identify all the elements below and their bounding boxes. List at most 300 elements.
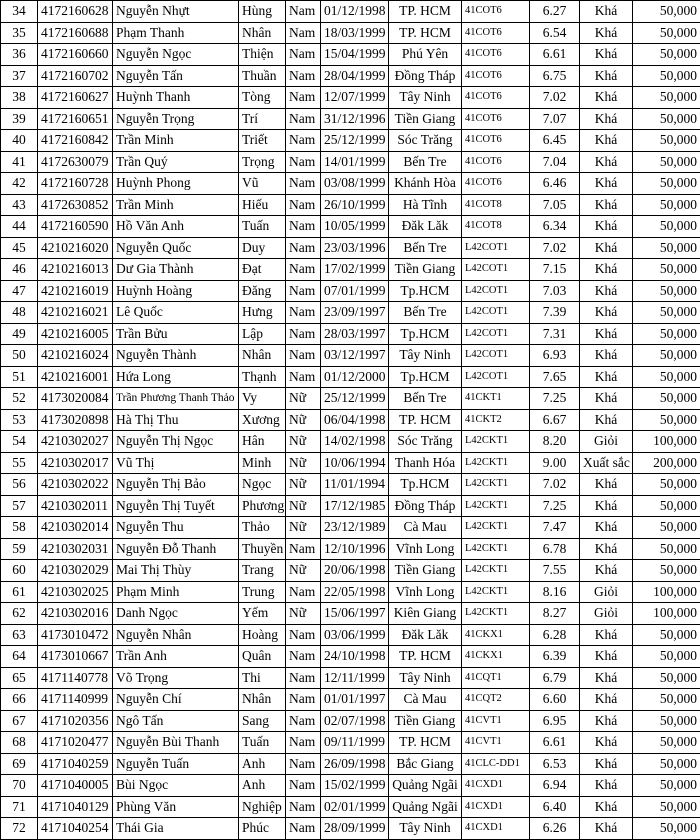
- birth-date-cell: 18/03/1999: [321, 22, 389, 44]
- class-code-cell: L42COT1: [462, 237, 530, 259]
- table-row: [1, 560, 700, 582]
- rank-cell: Khá: [580, 646, 633, 668]
- rank-cell: Khá: [580, 151, 633, 173]
- family-name-cell: Nguyễn Nhựt: [113, 1, 239, 23]
- student-id-cell: 4172160627: [38, 87, 113, 109]
- class-code-cell: L42COT1: [462, 302, 530, 324]
- amount-cell: 50,000: [633, 538, 700, 560]
- rank-cell: Khá: [580, 818, 633, 840]
- family-name-cell: Ngô Tấn: [113, 710, 239, 732]
- rank-cell: Khá: [580, 259, 633, 281]
- family-name-cell: Danh Ngọc: [113, 603, 239, 625]
- student-id-cell: 4210302025: [38, 581, 113, 603]
- birth-date-cell: 15/04/1999: [321, 44, 389, 66]
- gpa-cell: 8.27: [530, 603, 580, 625]
- amount-cell: 50,000: [633, 345, 700, 367]
- class-code-cell: L42CKT1: [462, 431, 530, 453]
- birth-date-cell: 31/12/1996: [321, 108, 389, 130]
- amount-cell: 50,000: [633, 237, 700, 259]
- row-number-cell: 47: [1, 280, 38, 302]
- amount-cell: 50,000: [633, 409, 700, 431]
- family-name-cell: Hứa Long: [113, 366, 239, 388]
- given-name-cell: Duy: [239, 237, 286, 259]
- family-name-cell: Nguyễn Ngọc: [113, 44, 239, 66]
- rank-cell: Khá: [580, 409, 633, 431]
- birthplace-cell: Bến Tre: [389, 388, 462, 410]
- given-name-cell: Ngọc: [239, 474, 286, 496]
- table-row: [1, 302, 700, 324]
- row-number-cell: 43: [1, 194, 38, 216]
- gpa-cell: 6.61: [530, 44, 580, 66]
- amount-cell: 50,000: [633, 710, 700, 732]
- amount-cell: 50,000: [633, 130, 700, 152]
- gpa-cell: 8.16: [530, 581, 580, 603]
- given-name-cell: Vũ: [239, 173, 286, 195]
- row-number-cell: 51: [1, 366, 38, 388]
- gender-cell: Nam: [286, 151, 321, 173]
- gender-cell: Nữ: [286, 431, 321, 453]
- gpa-cell: 6.40: [530, 796, 580, 818]
- gender-cell: Nam: [286, 732, 321, 754]
- birth-date-cell: 28/03/1997: [321, 323, 389, 345]
- given-name-cell: Thạnh: [239, 366, 286, 388]
- row-number-cell: 69: [1, 753, 38, 775]
- gpa-cell: 9.00: [530, 452, 580, 474]
- birth-date-cell: 12/10/1996: [321, 538, 389, 560]
- gender-cell: Nữ: [286, 517, 321, 539]
- given-name-cell: Phương: [239, 495, 286, 517]
- birthplace-cell: Tp.HCM: [389, 323, 462, 345]
- amount-cell: 50,000: [633, 474, 700, 496]
- table-row: [1, 581, 700, 603]
- given-name-cell: Tuấn: [239, 732, 286, 754]
- family-name-cell: Huỳnh Phong: [113, 173, 239, 195]
- birthplace-cell: Hà Tĩnh: [389, 194, 462, 216]
- given-name-cell: Hiếu: [239, 194, 286, 216]
- gender-cell: Nam: [286, 775, 321, 797]
- birth-date-cell: 17/12/1985: [321, 495, 389, 517]
- amount-cell: 100,000: [633, 431, 700, 453]
- gender-cell: Nữ: [286, 409, 321, 431]
- table-row: [1, 259, 700, 281]
- table-row: [1, 538, 700, 560]
- birth-date-cell: 22/05/1998: [321, 581, 389, 603]
- table-row: [1, 366, 700, 388]
- student-id-cell: 4210302017: [38, 452, 113, 474]
- birth-date-cell: 20/06/1998: [321, 560, 389, 582]
- student-id-cell: 4210216024: [38, 345, 113, 367]
- rank-cell: Khá: [580, 237, 633, 259]
- rank-cell: Khá: [580, 667, 633, 689]
- class-code-cell: L42COT1: [462, 259, 530, 281]
- table-row: [1, 280, 700, 302]
- family-name-cell: Vũ Thị: [113, 452, 239, 474]
- student-id-cell: 4172160651: [38, 108, 113, 130]
- class-code-cell: L42CKT1: [462, 560, 530, 582]
- family-name-cell: Phạm Minh: [113, 581, 239, 603]
- family-name-cell: Nguyễn Trọng: [113, 108, 239, 130]
- family-name-cell: Thái Gia: [113, 818, 239, 840]
- amount-cell: 50,000: [633, 495, 700, 517]
- student-id-cell: 4173020898: [38, 409, 113, 431]
- family-name-cell: Trần Quý: [113, 151, 239, 173]
- gender-cell: Nam: [286, 173, 321, 195]
- class-code-cell: 41CXD1: [462, 818, 530, 840]
- class-code-cell: 41CQT1: [462, 667, 530, 689]
- rank-cell: Khá: [580, 1, 633, 23]
- student-id-cell: 4210302014: [38, 517, 113, 539]
- row-number-cell: 46: [1, 259, 38, 281]
- gpa-cell: 7.04: [530, 151, 580, 173]
- student-id-cell: 4210216001: [38, 366, 113, 388]
- given-name-cell: Trung: [239, 581, 286, 603]
- rank-cell: Khá: [580, 689, 633, 711]
- class-code-cell: 41CKT2: [462, 409, 530, 431]
- row-number-cell: 60: [1, 560, 38, 582]
- birth-date-cell: 01/01/1997: [321, 689, 389, 711]
- given-name-cell: Đạt: [239, 259, 286, 281]
- gender-cell: Nữ: [286, 560, 321, 582]
- birthplace-cell: Tây Ninh: [389, 345, 462, 367]
- birthplace-cell: Quảng Ngãi: [389, 796, 462, 818]
- birthplace-cell: Khánh Hòa: [389, 173, 462, 195]
- gender-cell: Nam: [286, 237, 321, 259]
- gpa-cell: 7.25: [530, 495, 580, 517]
- rank-cell: Khá: [580, 775, 633, 797]
- row-number-cell: 72: [1, 818, 38, 840]
- gpa-cell: 6.93: [530, 345, 580, 367]
- family-name-cell: Dư Gia Thành: [113, 259, 239, 281]
- row-number-cell: 42: [1, 173, 38, 195]
- table-row: [1, 452, 700, 474]
- student-id-cell: 4173020084: [38, 388, 113, 410]
- row-number-cell: 53: [1, 409, 38, 431]
- class-code-cell: 41COT6: [462, 44, 530, 66]
- rank-cell: Khá: [580, 302, 633, 324]
- table-row: [1, 173, 700, 195]
- amount-cell: 50,000: [633, 366, 700, 388]
- row-number-cell: 41: [1, 151, 38, 173]
- rank-cell: Khá: [580, 796, 633, 818]
- student-id-cell: 4173010472: [38, 624, 113, 646]
- rank-cell: Xuất sắc: [580, 452, 633, 474]
- row-number-cell: 36: [1, 44, 38, 66]
- amount-cell: 50,000: [633, 44, 700, 66]
- gpa-cell: 7.47: [530, 517, 580, 539]
- amount-cell: 50,000: [633, 151, 700, 173]
- birth-date-cell: 15/06/1997: [321, 603, 389, 625]
- family-name-cell: Bùi Ngọc: [113, 775, 239, 797]
- gpa-cell: 6.94: [530, 775, 580, 797]
- family-name-cell: Huỳnh Thanh: [113, 87, 239, 109]
- table-row: [1, 151, 700, 173]
- given-name-cell: Trọng: [239, 151, 286, 173]
- birth-date-cell: 24/10/1998: [321, 646, 389, 668]
- gpa-cell: 6.79: [530, 667, 580, 689]
- birth-date-cell: 25/12/1999: [321, 130, 389, 152]
- student-id-cell: 4210216013: [38, 259, 113, 281]
- birth-date-cell: 14/02/1998: [321, 431, 389, 453]
- gender-cell: Nam: [286, 1, 321, 23]
- class-code-cell: 41COT6: [462, 108, 530, 130]
- family-name-cell: Lê Quốc: [113, 302, 239, 324]
- student-id-cell: 4210302027: [38, 431, 113, 453]
- gpa-cell: 6.39: [530, 646, 580, 668]
- family-name-cell: Hà Thị Thu: [113, 409, 239, 431]
- amount-cell: 100,000: [633, 603, 700, 625]
- row-number-cell: 37: [1, 65, 38, 87]
- gpa-cell: 6.61: [530, 732, 580, 754]
- birth-date-cell: 23/09/1997: [321, 302, 389, 324]
- birthplace-cell: Thanh Hóa: [389, 452, 462, 474]
- family-name-cell: Võ Trọng: [113, 667, 239, 689]
- student-id-cell: 4171040259: [38, 753, 113, 775]
- gpa-cell: 7.39: [530, 302, 580, 324]
- gpa-cell: 6.75: [530, 65, 580, 87]
- rank-cell: Khá: [580, 560, 633, 582]
- class-code-cell: L42COT1: [462, 366, 530, 388]
- class-code-cell: L42CKT1: [462, 517, 530, 539]
- row-number-cell: 67: [1, 710, 38, 732]
- family-name-cell: Trần Minh: [113, 194, 239, 216]
- birthplace-cell: Bến Tre: [389, 302, 462, 324]
- student-id-cell: 4171020477: [38, 732, 113, 754]
- student-id-cell: 4171040005: [38, 775, 113, 797]
- birthplace-cell: Vĩnh Long: [389, 581, 462, 603]
- birth-date-cell: 09/11/1999: [321, 732, 389, 754]
- birth-date-cell: 03/12/1997: [321, 345, 389, 367]
- row-number-cell: 61: [1, 581, 38, 603]
- table-row: [1, 65, 700, 87]
- rank-cell: Khá: [580, 538, 633, 560]
- amount-cell: 50,000: [633, 624, 700, 646]
- gender-cell: Nam: [286, 44, 321, 66]
- student-id-cell: 4210302011: [38, 495, 113, 517]
- student-id-cell: 4172160728: [38, 173, 113, 195]
- gender-cell: Nữ: [286, 603, 321, 625]
- gpa-cell: 8.20: [530, 431, 580, 453]
- rank-cell: Khá: [580, 366, 633, 388]
- given-name-cell: Thiện: [239, 44, 286, 66]
- class-code-cell: L42CKT1: [462, 603, 530, 625]
- given-name-cell: Tòng: [239, 87, 286, 109]
- given-name-cell: Phúc: [239, 818, 286, 840]
- given-name-cell: Trang: [239, 560, 286, 582]
- gpa-cell: 7.02: [530, 87, 580, 109]
- given-name-cell: Anh: [239, 775, 286, 797]
- birth-date-cell: 23/03/1996: [321, 237, 389, 259]
- row-number-cell: 44: [1, 216, 38, 238]
- given-name-cell: Đăng: [239, 280, 286, 302]
- birthplace-cell: Đồng Tháp: [389, 495, 462, 517]
- amount-cell: 100,000: [633, 581, 700, 603]
- amount-cell: 50,000: [633, 796, 700, 818]
- student-id-cell: 4171140778: [38, 667, 113, 689]
- rank-cell: Khá: [580, 753, 633, 775]
- row-number-cell: 49: [1, 323, 38, 345]
- amount-cell: 50,000: [633, 775, 700, 797]
- rank-cell: Khá: [580, 388, 633, 410]
- class-code-cell: 41COT6: [462, 130, 530, 152]
- given-name-cell: Nhân: [239, 689, 286, 711]
- table-row: [1, 775, 700, 797]
- row-number-cell: 45: [1, 237, 38, 259]
- gender-cell: Nam: [286, 667, 321, 689]
- birthplace-cell: Phú Yên: [389, 44, 462, 66]
- table-row: [1, 431, 700, 453]
- table-row: [1, 710, 700, 732]
- class-code-cell: L42CKT1: [462, 581, 530, 603]
- family-name-cell: Nguyễn Tấn: [113, 65, 239, 87]
- given-name-cell: Lập: [239, 323, 286, 345]
- rank-cell: Giỏi: [580, 603, 633, 625]
- class-code-cell: 41COT6: [462, 65, 530, 87]
- amount-cell: 50,000: [633, 517, 700, 539]
- birth-date-cell: 14/01/1999: [321, 151, 389, 173]
- row-number-cell: 68: [1, 732, 38, 754]
- gpa-cell: 6.34: [530, 216, 580, 238]
- given-name-cell: Hưng: [239, 302, 286, 324]
- gender-cell: Nam: [286, 65, 321, 87]
- student-id-cell: 4172160628: [38, 1, 113, 23]
- gpa-cell: 6.28: [530, 624, 580, 646]
- family-name-cell: Huỳnh Hoàng: [113, 280, 239, 302]
- class-code-cell: L42CKT1: [462, 495, 530, 517]
- family-name-cell: Nguyễn Nhân: [113, 624, 239, 646]
- given-name-cell: Minh: [239, 452, 286, 474]
- student-id-cell: 4210216005: [38, 323, 113, 345]
- family-name-cell: Nguyễn Chí: [113, 689, 239, 711]
- row-number-cell: 62: [1, 603, 38, 625]
- gpa-cell: 6.78: [530, 538, 580, 560]
- amount-cell: 50,000: [633, 280, 700, 302]
- family-name-cell: Phạm Thanh: [113, 22, 239, 44]
- birthplace-cell: Quảng Ngãi: [389, 775, 462, 797]
- birthplace-cell: Cà Mau: [389, 517, 462, 539]
- birth-date-cell: 28/09/1999: [321, 818, 389, 840]
- birth-date-cell: 23/12/1989: [321, 517, 389, 539]
- gender-cell: Nam: [286, 624, 321, 646]
- class-code-cell: 41CVT1: [462, 710, 530, 732]
- gpa-cell: 6.53: [530, 753, 580, 775]
- student-id-cell: 4210216020: [38, 237, 113, 259]
- amount-cell: 50,000: [633, 560, 700, 582]
- family-name-cell: Nguyễn Thị Ngọc: [113, 431, 239, 453]
- amount-cell: 50,000: [633, 818, 700, 840]
- gender-cell: Nam: [286, 710, 321, 732]
- amount-cell: 50,000: [633, 323, 700, 345]
- table-row: [1, 646, 700, 668]
- birth-date-cell: 02/07/1998: [321, 710, 389, 732]
- family-name-cell: Trần Phương Thanh Thảo: [113, 388, 239, 410]
- row-number-cell: 65: [1, 667, 38, 689]
- class-code-cell: 41CVT1: [462, 732, 530, 754]
- birthplace-cell: Tiền Giang: [389, 710, 462, 732]
- birthplace-cell: Bắc Giang: [389, 753, 462, 775]
- birth-date-cell: 07/01/1999: [321, 280, 389, 302]
- birth-date-cell: 10/05/1999: [321, 216, 389, 238]
- row-number-cell: 39: [1, 108, 38, 130]
- rank-cell: Khá: [580, 173, 633, 195]
- rank-cell: Khá: [580, 732, 633, 754]
- table-row: [1, 409, 700, 431]
- gender-cell: Nữ: [286, 474, 321, 496]
- row-number-cell: 35: [1, 22, 38, 44]
- table-row: [1, 388, 700, 410]
- gpa-cell: 7.02: [530, 237, 580, 259]
- table-row: [1, 237, 700, 259]
- row-number-cell: 48: [1, 302, 38, 324]
- family-name-cell: Phùng Văn: [113, 796, 239, 818]
- table-row: [1, 22, 700, 44]
- amount-cell: 50,000: [633, 667, 700, 689]
- birth-date-cell: 15/02/1999: [321, 775, 389, 797]
- given-name-cell: Thảo: [239, 517, 286, 539]
- birthplace-cell: Vĩnh Long: [389, 538, 462, 560]
- birthplace-cell: Tp.HCM: [389, 366, 462, 388]
- amount-cell: 50,000: [633, 108, 700, 130]
- student-id-cell: 4171140999: [38, 689, 113, 711]
- family-name-cell: Nguyễn Quốc: [113, 237, 239, 259]
- given-name-cell: Vy: [239, 388, 286, 410]
- gpa-cell: 7.07: [530, 108, 580, 130]
- table-row: [1, 87, 700, 109]
- birth-date-cell: 03/06/1999: [321, 624, 389, 646]
- class-code-cell: 41COT6: [462, 1, 530, 23]
- class-code-cell: 41COT6: [462, 151, 530, 173]
- amount-cell: 50,000: [633, 1, 700, 23]
- class-code-cell: 41COT8: [462, 216, 530, 238]
- student-id-cell: 4210302022: [38, 474, 113, 496]
- given-name-cell: Thuần: [239, 65, 286, 87]
- gender-cell: Nữ: [286, 388, 321, 410]
- gender-cell: Nam: [286, 345, 321, 367]
- table-row: [1, 753, 700, 775]
- class-code-cell: 41CXD1: [462, 775, 530, 797]
- table-row: [1, 130, 700, 152]
- birth-date-cell: 02/01/1999: [321, 796, 389, 818]
- birthplace-cell: Tiền Giang: [389, 108, 462, 130]
- birthplace-cell: Bến Tre: [389, 151, 462, 173]
- row-number-cell: 40: [1, 130, 38, 152]
- table-row: [1, 345, 700, 367]
- class-code-cell: L42CKT1: [462, 452, 530, 474]
- gender-cell: Nam: [286, 194, 321, 216]
- family-name-cell: Nguyễn Đỗ Thanh: [113, 538, 239, 560]
- gpa-cell: 7.15: [530, 259, 580, 281]
- amount-cell: 50,000: [633, 87, 700, 109]
- birthplace-cell: TP. HCM: [389, 732, 462, 754]
- birthplace-cell: TP. HCM: [389, 22, 462, 44]
- birth-date-cell: 26/09/1998: [321, 753, 389, 775]
- given-name-cell: Hân: [239, 431, 286, 453]
- birthplace-cell: Tp.HCM: [389, 280, 462, 302]
- student-id-cell: 4210302029: [38, 560, 113, 582]
- gpa-cell: 6.26: [530, 818, 580, 840]
- gender-cell: Nam: [286, 108, 321, 130]
- birth-date-cell: 28/04/1999: [321, 65, 389, 87]
- birthplace-cell: Sóc Trăng: [389, 130, 462, 152]
- gender-cell: Nam: [286, 22, 321, 44]
- family-name-cell: Nguyễn Thị Tuyết: [113, 495, 239, 517]
- given-name-cell: Sang: [239, 710, 286, 732]
- gender-cell: Nam: [286, 130, 321, 152]
- amount-cell: 50,000: [633, 216, 700, 238]
- birthplace-cell: TP. HCM: [389, 646, 462, 668]
- gpa-cell: 6.54: [530, 22, 580, 44]
- given-name-cell: Nhân: [239, 345, 286, 367]
- gender-cell: Nam: [286, 646, 321, 668]
